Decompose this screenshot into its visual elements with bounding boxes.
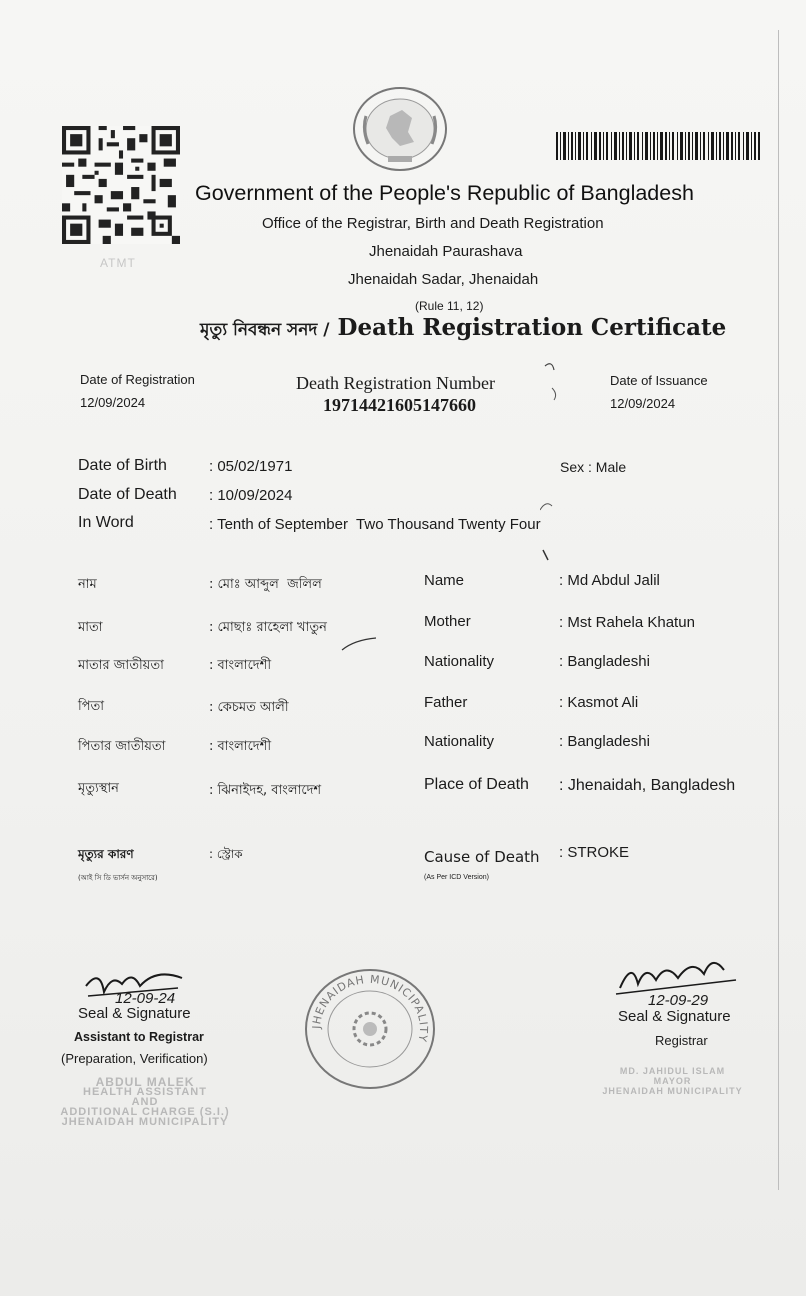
date-of-issuance-label: Date of Issuance bbox=[610, 373, 708, 388]
date-of-registration-label: Date of Registration bbox=[80, 372, 195, 387]
cause-of-death-bn-sub: (আই সি ডি ভার্সন অনুসারে) bbox=[78, 874, 158, 882]
mother-nationality-value: : Bangladeshi bbox=[559, 653, 650, 670]
name-bn-label: নাম bbox=[78, 577, 97, 592]
name-value: : Md Abdul Jalil bbox=[559, 572, 660, 589]
assistant-note: (Preparation, Verification) bbox=[61, 1051, 208, 1066]
assistant-stamp bbox=[60, 1077, 230, 1127]
certificate-title bbox=[200, 314, 726, 345]
sadar-heading: Jhenaidah Sadar, Jhenaidah bbox=[348, 271, 539, 288]
date-of-death-value: : 10/09/2024 bbox=[209, 487, 293, 504]
mother-bn-label: মাতা bbox=[78, 620, 103, 635]
father-nationality-label: Nationality bbox=[424, 733, 495, 750]
cause-of-death-bn-label: মৃত্যুর কারণ bbox=[78, 847, 134, 861]
assistant-stamp-line: JHENAIDAH MUNICIPALITY bbox=[61, 1116, 229, 1128]
place-of-death-value: : Jhenaidah, Bangladesh bbox=[559, 777, 736, 794]
mother-label: Mother bbox=[424, 613, 471, 630]
date-of-birth-label: Date of Birth bbox=[78, 457, 167, 474]
mother-value: : Mst Rahela Khatun bbox=[559, 614, 695, 631]
date-of-issuance-value: 12/09/2024 bbox=[610, 396, 676, 411]
assistant-stamp-line: ADDITIONAL CHARGE (S.I.) bbox=[60, 1106, 230, 1118]
office-heading: Office of the Registrar, Birth and Death Registration bbox=[262, 215, 604, 232]
municipality-seal-icon bbox=[302, 966, 438, 1092]
mother-nationality-bn-label: মাতার জাতীয়তা bbox=[78, 658, 164, 673]
death-registration-number: 19714421605147660 bbox=[323, 395, 476, 415]
name-bn-value: : মোঃ আব্দুল জলিল bbox=[209, 577, 322, 592]
registrar-seal-label: Seal & Signature bbox=[618, 1008, 731, 1025]
cause-of-death-sub: (As Per ICD Version) bbox=[424, 874, 489, 881]
sex-value: Sex : Male bbox=[560, 459, 627, 475]
registrar-stamp-line: JHENAIDAH MUNICIPALITY bbox=[602, 1086, 743, 1096]
assistant-role: Assistant to Registrar bbox=[74, 1030, 204, 1044]
place-of-death-bn-label: মৃত্যুস্থান bbox=[78, 781, 119, 796]
qr-code-icon bbox=[62, 126, 180, 244]
government-heading: Government of the People's Republic of Bangladesh bbox=[195, 181, 694, 205]
seal-ring-text: JHENAIDAH MUNICIPALITY bbox=[309, 972, 431, 1044]
cause-of-death-label: Cause of Death bbox=[424, 848, 540, 866]
mother-nationality-bn-value: : বাংলাদেশী bbox=[209, 658, 272, 673]
death-registration-number-label: Death Registration Number bbox=[296, 373, 495, 393]
assistant-stamp-line: AND bbox=[131, 1096, 159, 1108]
assistant-seal-label: Seal & Signature bbox=[78, 1005, 191, 1022]
date-of-registration-value: 12/09/2024 bbox=[80, 395, 146, 410]
father-bn-value: : কেচমত আলী bbox=[209, 700, 289, 715]
father-nationality-bn-value: : বাংলাদেশী bbox=[209, 739, 272, 754]
pen-marks bbox=[540, 360, 610, 570]
cause-of-death-value: : STROKE bbox=[559, 844, 630, 861]
qr-caption: ATMT bbox=[100, 256, 136, 270]
mother-bn-value: : মোছাঃ রাহেলা খাতুন bbox=[209, 620, 327, 635]
assistant-signature-date: 12-09-24 bbox=[115, 990, 176, 1007]
father-nationality-value: : Bangladeshi bbox=[559, 733, 650, 750]
place-of-death-bn-value: : ঝিনাইদহ, বাংলাদেশ bbox=[209, 783, 322, 798]
government-emblem-icon bbox=[352, 86, 448, 172]
father-value: : Kasmot Ali bbox=[559, 694, 639, 711]
date-of-birth-value: : 05/02/1971 bbox=[209, 458, 293, 475]
name-label: Name bbox=[424, 572, 465, 589]
paurashava-heading: Jhenaidah Paurashava bbox=[369, 243, 523, 260]
in-word-label: In Word bbox=[78, 514, 134, 531]
certificate-title-en: Death Registration Certificate bbox=[337, 314, 727, 341]
in-word-value: : Tenth of September Two Thousand Twenty Four bbox=[209, 516, 541, 533]
assistant-stamp-line: ABDUL MALEK bbox=[95, 1075, 195, 1089]
father-label: Father bbox=[424, 694, 468, 711]
father-nationality-bn-label: পিতার জাতীয়তা bbox=[78, 739, 166, 754]
barcode-icon bbox=[556, 132, 760, 160]
pen-stroke bbox=[340, 634, 380, 654]
registrar-signature-date: 12-09-29 bbox=[648, 992, 709, 1009]
certificate-title-bn: মৃত্যু নিবন্ধন সনদ / bbox=[200, 320, 330, 340]
place-of-death-label: Place of Death bbox=[424, 776, 529, 793]
date-of-death-label: Date of Death bbox=[78, 486, 177, 503]
registrar-role: Registrar bbox=[655, 1033, 708, 1048]
assistant-stamp-line: HEALTH ASSISTANT bbox=[83, 1086, 207, 1098]
rule-reference: (Rule 11, 12) bbox=[415, 299, 484, 313]
paper-edge-shadow bbox=[778, 30, 779, 1190]
father-bn-label: পিতা bbox=[78, 699, 105, 714]
cause-of-death-bn-value: : স্ট্রোক bbox=[209, 847, 243, 861]
registrar-stamp bbox=[585, 1066, 760, 1096]
registrar-stamp-line: MD. JAHIDUL ISLAM bbox=[619, 1066, 726, 1076]
registrar-stamp-line: MAYOR bbox=[653, 1076, 692, 1086]
mother-nationality-label: Nationality bbox=[424, 653, 495, 670]
